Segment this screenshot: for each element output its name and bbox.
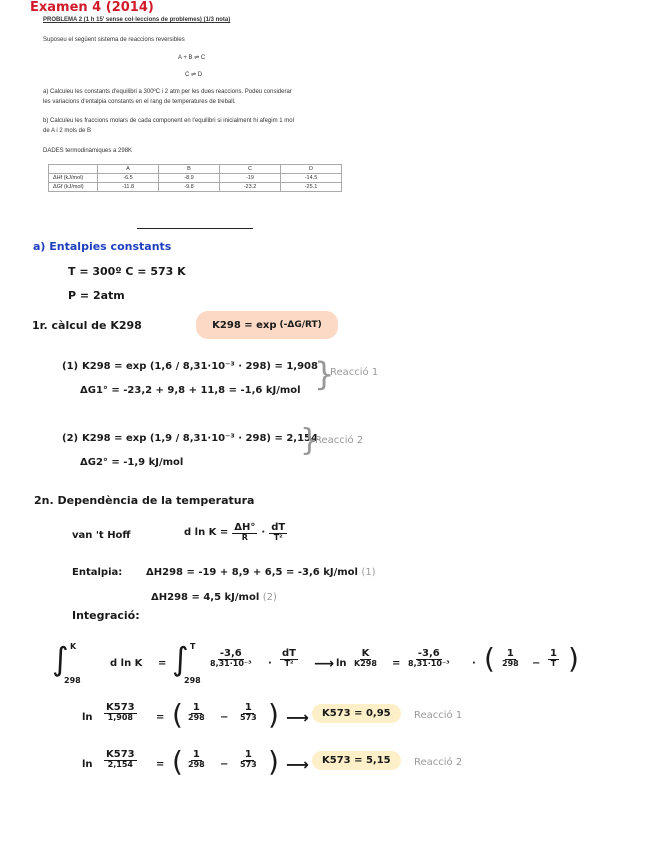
- dh1-tag: (1): [361, 567, 376, 578]
- r1-ln: ln: [82, 712, 93, 723]
- dh1-line: [146, 567, 376, 578]
- r1-minus: −: [220, 712, 229, 723]
- section-a-heading: [33, 240, 171, 253]
- paren-open: (: [484, 642, 495, 675]
- int-fraction-1: [210, 648, 252, 669]
- paren-close: ): [568, 642, 579, 675]
- r2-p1-den: 298: [188, 760, 205, 769]
- integral-sign-2: ∫: [172, 640, 189, 678]
- table-header-row: [49, 165, 342, 174]
- reaction1-note: Reacció 1: [330, 367, 379, 378]
- table-row: [49, 183, 342, 192]
- reaction2-note: Reacció 2: [315, 435, 364, 446]
- res-f1-den: K298: [354, 659, 377, 668]
- res-equals: =: [392, 658, 401, 669]
- r2-p2-den: 573: [240, 760, 257, 769]
- result2-line: [82, 747, 582, 783]
- calc2-equation: K298 = exp (1,9 / 8,31·10⁻³ · 298) = 2,154: [82, 433, 318, 444]
- table-cell: ΔGf (kJ/mol): [49, 183, 98, 192]
- table-cell: -9.8: [159, 183, 220, 192]
- part-b-line1: b) Calculeu les fraccions molars de cada component en l'equilibri si inicialment hi afegim 1 mol: [43, 118, 294, 124]
- brace-2: }: [300, 423, 320, 458]
- vh-dot: ·: [261, 526, 266, 538]
- step1-label: 1r. càlcul de K298: [32, 319, 142, 332]
- table-cell: -19: [220, 174, 281, 183]
- r2-paren-close: ): [268, 745, 279, 778]
- divider: [137, 228, 253, 229]
- vant-hoff-equation: [184, 522, 287, 543]
- r1-den: 1,908: [107, 713, 133, 722]
- res-p2-num: 1: [550, 648, 557, 659]
- dlnk: d ln K: [110, 658, 143, 669]
- r1-reaction-note: Reacció 1: [414, 710, 463, 721]
- res-f2-num: -3,6: [417, 648, 440, 659]
- k298-formula-exponent: (-ΔG/RT): [279, 320, 322, 330]
- r2-equals: =: [156, 759, 165, 770]
- int-equals: =: [158, 658, 167, 669]
- int-dot: ·: [268, 658, 272, 669]
- r1-p1-num: 1: [192, 702, 200, 713]
- table-header-cell: D: [281, 165, 342, 174]
- res-dot: ·: [472, 658, 476, 669]
- r1-fraction: [104, 702, 137, 723]
- entalpia-label: Entalpia:: [72, 567, 123, 578]
- res-fraction-1: [354, 648, 377, 669]
- r1-paren-fraction-1: [188, 702, 205, 723]
- r1-result: K573 = 0,95: [312, 704, 401, 723]
- dh1-equation: ΔH298 = -19 + 8,9 + 6,5 = -3,6 kJ/mol: [146, 567, 358, 578]
- reaction-2: C ⇌ D: [185, 72, 203, 78]
- r2-p2-num: 1: [244, 749, 252, 760]
- r2-arrow: ⟶: [286, 755, 309, 774]
- integral-upper-2: T: [190, 642, 196, 651]
- int-f2-num: dT: [282, 648, 296, 659]
- int-fraction-2: [280, 648, 298, 669]
- k298-formula-box: [196, 311, 338, 339]
- res-p1-num: 1: [506, 648, 514, 659]
- int-arrow: ⟶: [314, 656, 335, 672]
- res-paren-fraction-1: [502, 648, 519, 669]
- table-header-cell: C: [220, 165, 281, 174]
- integral-lower-1: 298: [64, 676, 81, 685]
- integracio-label: Integració:: [72, 609, 140, 622]
- table-cell: -8.9: [159, 174, 220, 183]
- brace-1: }: [314, 355, 335, 393]
- calc2-dg: ΔG2° = -1,9 kJ/mol: [80, 457, 184, 468]
- res-paren-fraction-2: [548, 648, 559, 669]
- int-f2-den: T²: [284, 659, 294, 668]
- result1-line: [82, 700, 582, 736]
- r2-paren-open: (: [172, 745, 183, 778]
- section-a-label: a) Entalpies constants: [33, 240, 172, 253]
- k298-formula-lhs: K298 = exp: [212, 319, 277, 331]
- r2-ln: ln: [82, 759, 93, 770]
- part-a-line2: les variacions d'entalpia constants en el rang de temperatures de treball.: [43, 99, 236, 105]
- exam-title: Examen 4 (2014): [30, 0, 154, 15]
- r1-paren-open: (: [172, 698, 183, 731]
- integral-upper-1: K: [70, 642, 77, 651]
- vh-fraction-1: [232, 522, 257, 543]
- res-minus: −: [532, 658, 541, 669]
- integral-lower-2: 298: [184, 676, 201, 685]
- table-row: [49, 174, 342, 183]
- vant-hoff-label: van 't Hoff: [72, 530, 131, 541]
- vh-lhs: d ln K =: [184, 526, 229, 538]
- reaction-1: A + B ⇌ C: [178, 55, 206, 61]
- ln-label: ln: [336, 658, 347, 669]
- table-header-cell: [49, 165, 98, 174]
- table-header-cell: A: [98, 165, 159, 174]
- r2-num: K573: [106, 749, 135, 760]
- dh2-tag: (2): [262, 592, 277, 603]
- table-cell: -23.2: [220, 183, 281, 192]
- vh-fraction-2: [269, 522, 287, 543]
- part-a-line1: a) Calculeu les constants d'equilibri a 300ºC i 2 atm per les dues reaccions. Podeu considerar: [43, 89, 292, 95]
- calc2-label: (2): [62, 433, 79, 444]
- r2-paren-fraction-2: [240, 749, 257, 770]
- r2-fraction: [104, 749, 137, 770]
- table-cell: -14.5: [281, 174, 342, 183]
- pressure-line: P = 2atm: [68, 289, 125, 302]
- r1-p2-num: 1: [244, 702, 252, 713]
- int-f1-num: -3,6: [219, 648, 242, 659]
- res-p2-den: T: [550, 659, 557, 668]
- step2-label: 2n. Dependència de la temperatura: [34, 494, 255, 507]
- r1-arrow: ⟶: [286, 708, 309, 727]
- vh-f1-den: R: [241, 533, 248, 542]
- r1-num: K573: [106, 702, 135, 713]
- table-cell: -25.1: [281, 183, 342, 192]
- res-fraction-2: [408, 648, 450, 669]
- r2-minus: −: [220, 759, 229, 770]
- vh-f2-num: dT: [271, 522, 286, 533]
- table-cell: -11.8: [98, 183, 159, 192]
- r2-p1-num: 1: [192, 749, 200, 760]
- r2-paren-fraction-1: [188, 749, 205, 770]
- r2-result: K573 = 5,15: [312, 751, 401, 770]
- data-title: DADES termodinàmiques a 298K: [43, 148, 133, 154]
- part-b-line2: de A i 2 mols de B: [43, 128, 92, 134]
- r1-equals: =: [156, 712, 165, 723]
- thermo-table: [48, 164, 342, 192]
- r2-reaction-note: Reacció 2: [414, 757, 463, 768]
- problem-intro: Suposeu el següent sistema de reaccions reversibles: [43, 37, 185, 43]
- res-f1-num: K: [361, 648, 370, 659]
- calc1-equation: K298 = exp (1,6 / 8,31·10⁻³ · 298) = 1,908: [82, 361, 318, 372]
- vh-f2-den: T²: [273, 533, 283, 542]
- calc1-label: (1): [62, 361, 79, 372]
- dh2-line: [151, 592, 277, 603]
- r1-paren-fraction-2: [240, 702, 257, 723]
- vh-f1-num: ΔH°: [234, 522, 256, 533]
- int-f1-den: 8,31·10⁻³: [210, 659, 252, 668]
- table-header-cell: B: [159, 165, 220, 174]
- dh2-equation: ΔH298 = 4,5 kJ/mol: [151, 592, 260, 603]
- table-cell: -6.5: [98, 174, 159, 183]
- integration-equation: [52, 642, 612, 688]
- r1-paren-close: ): [268, 698, 279, 731]
- integral-sign-1: ∫: [52, 640, 69, 678]
- calc1-dg: ΔG1° = -23,2 + 9,8 + 11,8 = -1,6 kJ/mol: [80, 385, 301, 396]
- r1-p2-den: 573: [240, 713, 257, 722]
- temperature-line: T = 300º C = 573 K: [68, 265, 186, 278]
- r2-den: 2,154: [107, 760, 133, 769]
- problem-heading: PROBLEMA 2 (1 h 15' sense col·leccions de problemes) (1/3 nota): [43, 17, 231, 23]
- r1-p1-den: 298: [188, 713, 205, 722]
- res-p1-den: 298: [502, 659, 519, 668]
- res-f2-den: 8,31·10⁻³: [408, 659, 450, 668]
- table-cell: ΔHf (kJ/mol): [49, 174, 98, 183]
